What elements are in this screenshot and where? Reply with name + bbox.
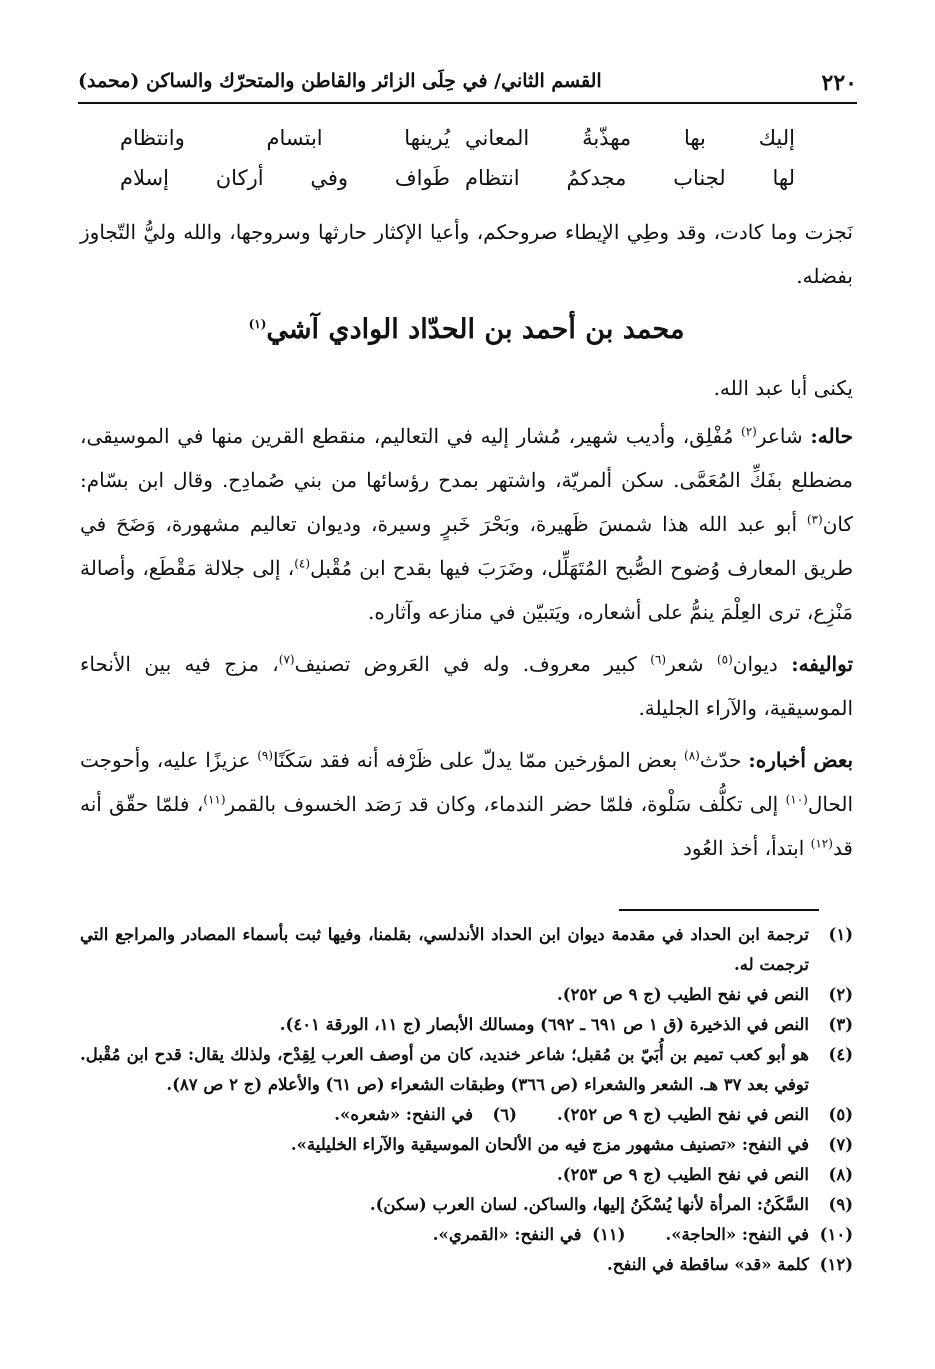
footnote-ref: (٢) [741, 424, 757, 439]
section-title-text: محمد بن أحمد بن الحدّاد الوادي آشي [266, 314, 685, 345]
tawalif-text: ، مزج فيه بين الأنحاء الموسيقية، والآراء الجليلة. [80, 652, 853, 720]
footnote [80, 1130, 853, 1160]
footnote-text: في النفح: «تصنيف مشهور مزج فيه من الألحان الموسيقية والآراء الخليلية». [290, 1135, 809, 1154]
footnote-text: السَّكَنُ: المرأة لأنها يُسْكَنُ إليها، والساكن. لسان العرب (سكن). [369, 1195, 809, 1214]
running-title: القسم الثاني/ في حِلَى الزائر والقاطن والمتحرّك والساكن (محمد) [78, 70, 602, 92]
footnote-ref: (١١) [203, 792, 226, 807]
footnote [80, 1010, 853, 1040]
footnote-number: (٨) [828, 1165, 853, 1184]
footnote [80, 920, 853, 980]
kunya-line: يكنى أبا عبد الله. [713, 376, 853, 400]
footnote-ref: (٦) [650, 652, 667, 667]
verse-first-hemistich: لها لجناب مجدكمُ انتظام [465, 166, 795, 190]
intro-text: نَجزت وما كادت، وقد وطِي الإيطاء صروحكم، وأعيا الإكثار حارثها وسروجها، والله وليُّ التّجاوز بفضله. [80, 220, 853, 288]
akhbar-label: بعض أخباره: [748, 748, 854, 772]
intro-paragraph [80, 210, 853, 298]
footnote-ref: (٧) [278, 652, 295, 667]
footnote-row [80, 1100, 853, 1130]
footnote-ref: (٥) [716, 652, 733, 667]
hal-paragraph [80, 414, 853, 634]
page-number: ٢٢٠ [821, 70, 857, 96]
footnote-text: في النفح: «شعره». [334, 1105, 473, 1124]
footnote-number: (٣) [828, 1015, 853, 1034]
tawalif-label: تواليفه: [791, 652, 854, 676]
footnote-divider [619, 909, 819, 911]
footnote [665, 1220, 853, 1250]
footnote-number: (٧) [828, 1135, 853, 1154]
footnote [80, 980, 853, 1010]
footnote-row [80, 1220, 853, 1250]
footnote [433, 1220, 626, 1250]
footnote-number: (١٠) [819, 1225, 853, 1244]
verse-first-hemistich: إليك بها مهذّبةُ المعاني [465, 126, 795, 150]
akhbar-paragraph [80, 738, 853, 870]
footnote-number: (٩) [828, 1195, 853, 1214]
footnote-number: (٥) [828, 1105, 853, 1124]
footnote-text: كلمة «قد» ساقطة في النفح. [607, 1255, 809, 1274]
hal-text: ، إلى جلالة مَقْطَع، وأصالة مَنْزِع، ترى العِلْمَ ينمُّ على أشعاره، ويَتبيّن في منازعه وآثاره. [80, 556, 853, 624]
verse-line [120, 126, 795, 164]
akhbar-text: عزيزًا عليه، وأحوجت الحال [80, 748, 854, 816]
akhbar-text: ابتدأ، أخذ العُود [682, 836, 805, 860]
verse-line [120, 166, 795, 204]
tawalif-text: شعر [666, 652, 704, 676]
hal-label: حاله: [810, 424, 854, 448]
footnote-number: (١) [828, 925, 853, 944]
footnote [80, 1040, 853, 1100]
footnote-text: في النفح: «الحاجة». [665, 1225, 809, 1244]
footnote-ref: (٨) [684, 748, 700, 763]
footnote [80, 1250, 853, 1280]
footnote-text: هو أبو كعب تميم بن أُبَيّ بن مُقبل؛ شاعر خنديد، كان من أوصف العرب لِقِدْح، ولذلك يقال: قدح ابن مُقْبل. توفي بعد ٣٧ هـ. الشعر والشعراء (ص ٣٦٦) وطبقات الشعراء (ص ٦١) والأعلام (ج ٢ ص ٨٧). [80, 1045, 809, 1094]
footnote-text: النص في نفح الطيب (ج ٩ ص ٢٥٣). [556, 1165, 809, 1184]
footnote-ref: (١٢) [810, 836, 833, 851]
footnote-number: (٢) [828, 985, 853, 1004]
footnote-text: النص في نفح الطيب (ج ٩ ص ٢٥٢). [556, 1105, 809, 1124]
footnote-number: (١١) [592, 1225, 626, 1244]
footnote-text: في النفح: «القمري». [432, 1225, 582, 1244]
tawalif-paragraph [80, 642, 853, 730]
tawalif-text: ديوان [732, 652, 778, 676]
hal-text: مُفْلِق، وأديب شهير، مُشار إليه في التعاليم، منقطع القرين منها في الموسيقى، مضطلع بفَكِّ المُعَمَّى. سكن ألمريّة، واشتهر بمدح رؤسائها من بني صُمادِح. وقال ابن بسّام: كان [80, 424, 853, 536]
footnote-text: النص في نفح الطيب (ج ٩ ص ٢٥٢). [556, 985, 809, 1004]
footnotes [80, 920, 853, 1280]
footnote [557, 1100, 853, 1130]
footnote-text: النص في الذخيرة (ق ١ ص ٦٩١ ـ ٦٩٢) ومسالك الأبصار (ج ١١، الورقة ٤٠١). [279, 1015, 809, 1034]
footnote-ref: (١) [248, 317, 267, 331]
akhbar-text: ، فلمّا حقّق أنه قد [80, 792, 853, 860]
footnote-ref: (٩) [257, 748, 274, 763]
main-text [80, 366, 853, 870]
footnote-ref: (٤) [294, 556, 311, 571]
footnote-number: (٦) [492, 1105, 517, 1124]
verse-second-hemistich: طَواف وفي أركان إسلام [120, 166, 450, 190]
footnote-ref: (٣) [806, 512, 823, 527]
page-header [78, 62, 857, 104]
hal-text: أبو عبد الله هذا شمسَ ظَهيرة، وبَحْرَ خَبرٍ وسيرة، وديوان تعاليم مشهورة، وَضَحَ في طريق المعارف وُضوح الصُّبح المُتَهَلِّل، وضَرَبَ فيها بقدح ابن مُقْبل [80, 512, 853, 580]
footnote [334, 1100, 517, 1130]
footnote [80, 1160, 853, 1190]
verse-second-hemistich: يُرينها ابتسام وانتظام [120, 126, 450, 150]
footnote-text: ترجمة ابن الحداد في مقدمة ديوان ابن الحداد الأندلسي، بقلمنا، وفيها ثبت بأسماء المصادر والمراجع التي ترجمت له. [80, 925, 809, 974]
akhbar-text: حدّث [699, 748, 742, 772]
footnote-number: (٤) [828, 1045, 853, 1064]
footnote-ref: (١٠) [785, 792, 808, 807]
akhbar-text: بعض المؤرخين ممّا يدلّ على ظَرْفه أنه فقد سَكَنًا [273, 748, 678, 772]
akhbar-text: إلى تكلُّف سَلْوة، فلمّا حضر الندماء، وكان قد رَصَد الخسوف بالقمر [225, 792, 779, 816]
hal-text: شاعر [756, 424, 803, 448]
footnote-number: (١٢) [819, 1255, 853, 1274]
footnote [80, 1190, 853, 1220]
section-title [80, 314, 853, 345]
tawalif-text: كبير معروف. وله في العَروض تصنيف [294, 652, 637, 676]
